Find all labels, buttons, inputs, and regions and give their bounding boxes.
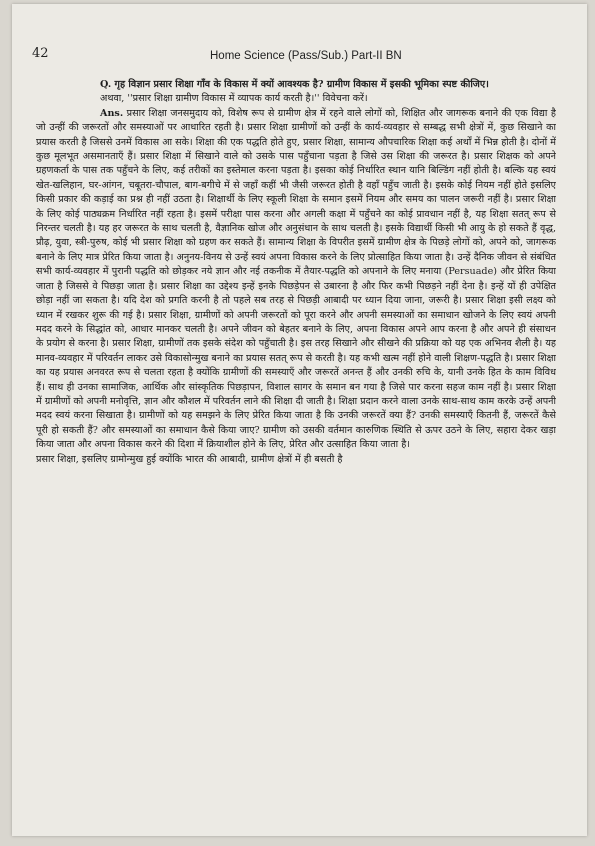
- alternative-question: अथवा, ''प्रसार शिक्षा ग्रामीण विकास में व्यापक कार्य करती है।'' विवेचना करें।: [100, 93, 368, 105]
- running-head: Home Science (Pass/Sub.) Part-II BN: [210, 50, 402, 62]
- answer-paragraph: [36, 107, 556, 453]
- book-page: [12, 4, 587, 836]
- page-number: 42: [32, 46, 49, 61]
- answer-text: प्रसार शिक्षा जनसमुदाय को, विशेष रूप से ग्रामीण क्षेत्र में रहने वाले लोगों को, शिक्षित और जागरूक बनाने की एक विद्या है जो उन्हीं की जरूरतों और समस्याओं पर आधारित रहती है। प्रसार शिक्षा ग्रामीणों को उन्हीं के कार्य-व्यवहार से सम्बद्ध सभी क्षेत्रों में, कुछ सिखाने का प्रयास करती है जिससे उनमें विकास आ सके। शिक्षा की एक पद्धति होते हुए, प्रसार शिक्षा, सामान्य औपचारिक शिक्षा कई अर्थों में भिन्न होती है। दोनों में कुछ मूलभूत असमानताएँ हैं। प्रसार शिक्षा में सिखाने वाले को उसके पास पहुँचाना पड़ता है जिसे उस शिक्षा की जरूरत है। प्रसार शिक्षक को अपने ग्रहणकर्ता के पास तक पहुँचने के लिए, कई तरीकों का इस्तेमाल करना पड़ता है। इसका कोई निर्धारित स्थान यानि बिल्डिंग नहीं होती है। बल्कि यह स्वयं खेत-खलिहान, घर-आंगन, चबूतरा-चौपाल, बाग-बगीचे में से जहाँ कहीं भी जैसी जरूरत होती है वहाँ पहुँच जाती है। इसके कोई नियम नहीं होते इसलिए किसी प्रकार की कड़ाई का प्रश्न ही नहीं उठता है। शिक्षार्थी के लिए स्कूली शिक्षा के समान इसमें नियम और समय का पालन जरूरी नहीं है। प्रसार शिक्षा के लिए कोई पाठ्यक्रम निर्धारित नहीं रहता है। इसमें परीक्षा पास करना और अगली कक्षा में पहुँचने का कोई प्रावधान नहीं है, यह शिक्षा सतत् रूप से निरन्तर चलती है। यह हर जरूरत के साथ चलती है, वैज्ञानिक खोज और अनुसंधान के साथ चलती है। इसके विद्यार्थी किसी भी आयु के हो सकते हैं वृद्ध, प्रौढ़, युवा, स्त्री-पुरुष, कोई भी प्रसार शिक्षा को ग्रहण कर सकते हैं। सामान्य शिक्षा के विपरीत इसमें ग्रामीण क्षेत्र के पिछड़े लोगों को, अपने को, जागरूक बनाने के लिए मात्र प्रेरित किया जाता है। अनुनय-विनय से उन्हें स्वयं अपना विकास करने के लिए प्रोत्साहित किया जाता है। उन्हें दैनिक जीवन से संबंधित सभी कार्य-व्यवहार में पुरानी पद्धति को छोड़कर नये ज्ञान और नई तकनीक में तैयार-पद्धति को अपनाने के लिए मनाया (Persuade) और प्रेरित किया जाता है जिससे वे पिछड़ा जाता है। प्रसार शिक्षा का उद्देश्य इन्हें इनके पिछड़ेपन से उबारना है और फिर कभी पिछड़ने नहीं देना है। इन्हें यों ही उपेक्षित छोड़ा नहीं जा सकता है। यदि देश को प्रगति करनी है तो पहले सब तरह से पिछड़ी आबादी पर ध्यान दिया जाना, जरूरी है। प्रसार शिक्षा इसी लक्ष्य को ध्यान में रखकर शुरू की गई है। प्रसार शिक्षा, ग्रामीणों को अपनी जरूरतों को पूरा करने और अपनी समस्याओं का समाधान खोजने के लिए स्वयं अपनी मदद करने के सिद्धांत को, आधार मानकर चलती है। अपने जीवन को बेहतर बनाने के लिए, अपना विकास अपने आप करना है और अपने ही संसाधन के प्रयोग से करना है। प्रसार शिक्षा, ग्रामीणों तक इसके संदेश को पहुँचाती है। इस तरह सिखाने और सीखने की प्रक्रिया को यह एक अभिनव शैली है। यह मानव-व्यवहार में परिवर्तन लाकर उसे विकासोन्मुख बनाने का प्रयास सतत् रूप से करती है। यह कभी खत्म नहीं होने वाली शिक्षण-पद्धति है। प्रसार शिक्षा का यह प्रयास अनवरत रूप से चलता रहता है क्योंकि ग्रामीणों की समस्याएँ और जरूरतें अनन्त हैं और उनकी रुचि के, यानी उनके हित के काम विविध हैं। साथ ही उनका सामाजिक, आर्थिक और सांस्कृतिक पिछड़ापन, विशाल सागर के समान बन गया है जिसे पार करना सहज काम नहीं है। प्रसार शिक्षा में ग्रामीणों को अपनी मनोवृत्ति, ज्ञान और कौशल में परिवर्तन लाने की शिक्षा दी जाती है। शिक्षा प्रदान करने वाला उनके साथ-साथ काम करके उन्हें अपनी मदद स्वयं करना सिखाता है। ग्रामीणों को यह समझने के लिए प्रेरित किया जाता है कि उनकी जरूरतें क्या हैं? उनकी समस्याएँ कितनी हैं, जरूरतें कैसे पूरी हो सकती हैं? और समस्याओं का समाधान कैसे किया जाए? ग्रामीण को उसकी वर्तमान कारुणिक स्थिति से ऊपर उठने के लिए, सहारा देकर खड़ा किया जाता और अपना विकास करने की दिशा में क्रियाशील होने के लिए, प्रेरित और उत्साहित किया जाता है।: [36, 107, 556, 451]
- closing-line: प्रसार शिक्षा, इसलिए ग्रामोन्मुख हुई क्योंकि भारत की आबादी, ग्रामीण क्षेत्रों में ही बसती है: [36, 453, 343, 465]
- question-paragraph: Q. गृह विज्ञान प्रसार शिक्षा गाँव के विकास में क्यों आवश्यक है? ग्रामीण विकास में इसकी भूमिका स्पष्ट कीजिए।: [100, 79, 489, 90]
- page-content: [36, 78, 556, 826]
- answer-label: Ans.: [100, 107, 124, 119]
